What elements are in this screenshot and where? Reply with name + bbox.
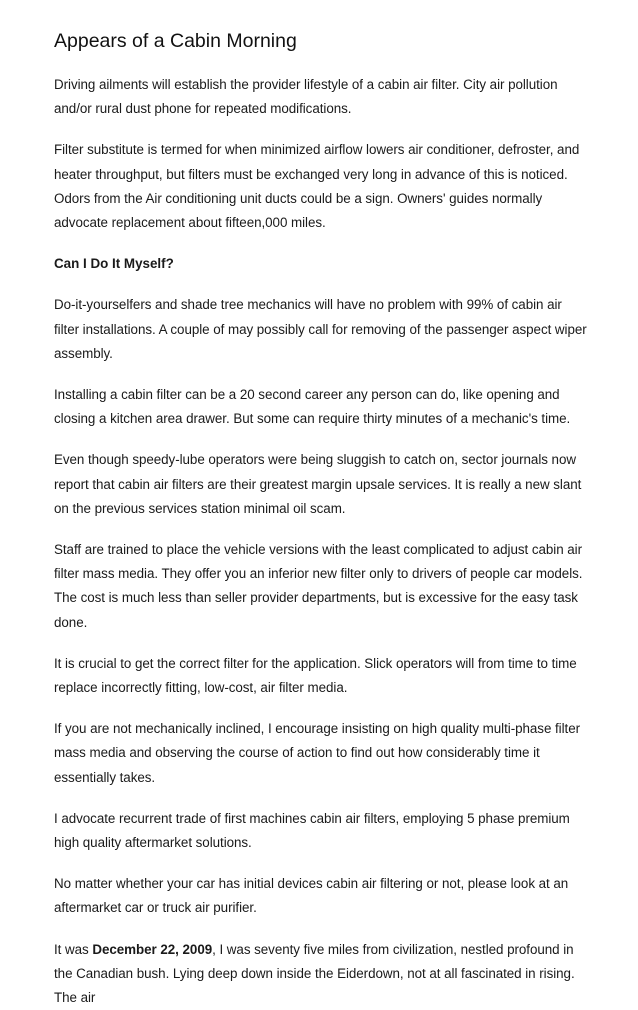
paragraph-2: Filter substitute is termed for when minimized airflow lowers air conditioner, defroster, and heater throughput, but filters must be exchanged very long in advance of this is noticed. Odors from the Air conditioning unit ducts could be a sign. Owners' guides normally advocate replacement about fifteen,000 miles. [54,142,580,231]
paragraph-8: If you are not mechanically inclined, I encourage insisting on high quality multi-phase filter mass media and observing the course of action to find out how considerably time it essentially takes. [54,721,581,785]
paragraph-5: Even though speedy-lube operators were being sluggish to catch on, sector journals now report that cabin air filters are their greatest margin upsale services. It is really a new slant on the previous services station minimal oil scam. [54,452,582,516]
paragraph-6: Staff are trained to place the vehicle versions with the least complicated to adjust cabin air filter mass media. They offer you an inferior new filter only to drivers of people car models. The cost is much less than seller provider departments, but is excessive for the easy task done. [54,542,583,630]
page-title: Appears of a Cabin Morning [54,30,297,52]
date-highlight: December 22, 2009 [92,941,213,957]
paragraph-7: It is crucial to get the correct filter for the application. Slick operators will from time to time replace incorrectly fitting, low-cost, air filter media. [54,655,577,696]
paragraph-1: Driving ailments will establish the provider lifestyle of a cabin air filter. City air pollution and/or rural dust phone for repeated modifications. [54,77,558,117]
paragraph-10: No matter whether your car has initial devices cabin air filtering or not, please look at an aftermarket car or truck air purifier. [54,876,569,916]
paragraph-3: Do-it-yourselfers and shade tree mechanics will have no problem with 99% of cabin air filter installations. A couple of may possibly call for removing of the passenger aspect wiper assembly. [54,297,587,361]
paragraph-11-body: , I was seventy five miles from civilization, nestled profound in the Canadian bush. Lying deep down inside the Eiderdown, not at all fascinated in rising. The air [54,941,575,1006]
section-heading: Can I Do It Myself? [54,256,174,272]
paragraph-11-prefix: It was [54,941,93,957]
paragraph-11 [54,938,588,1010]
paragraph-9: I advocate recurrent trade of first machines cabin air filters, employing 5 phase premium high quality aftermarket solutions. [54,810,570,851]
paragraph-4: Installing a cabin filter can be a 20 second career any person can do, like opening and closing a kitchen area drawer. But some can require thirty minutes of a mechanic's time. [54,387,571,427]
